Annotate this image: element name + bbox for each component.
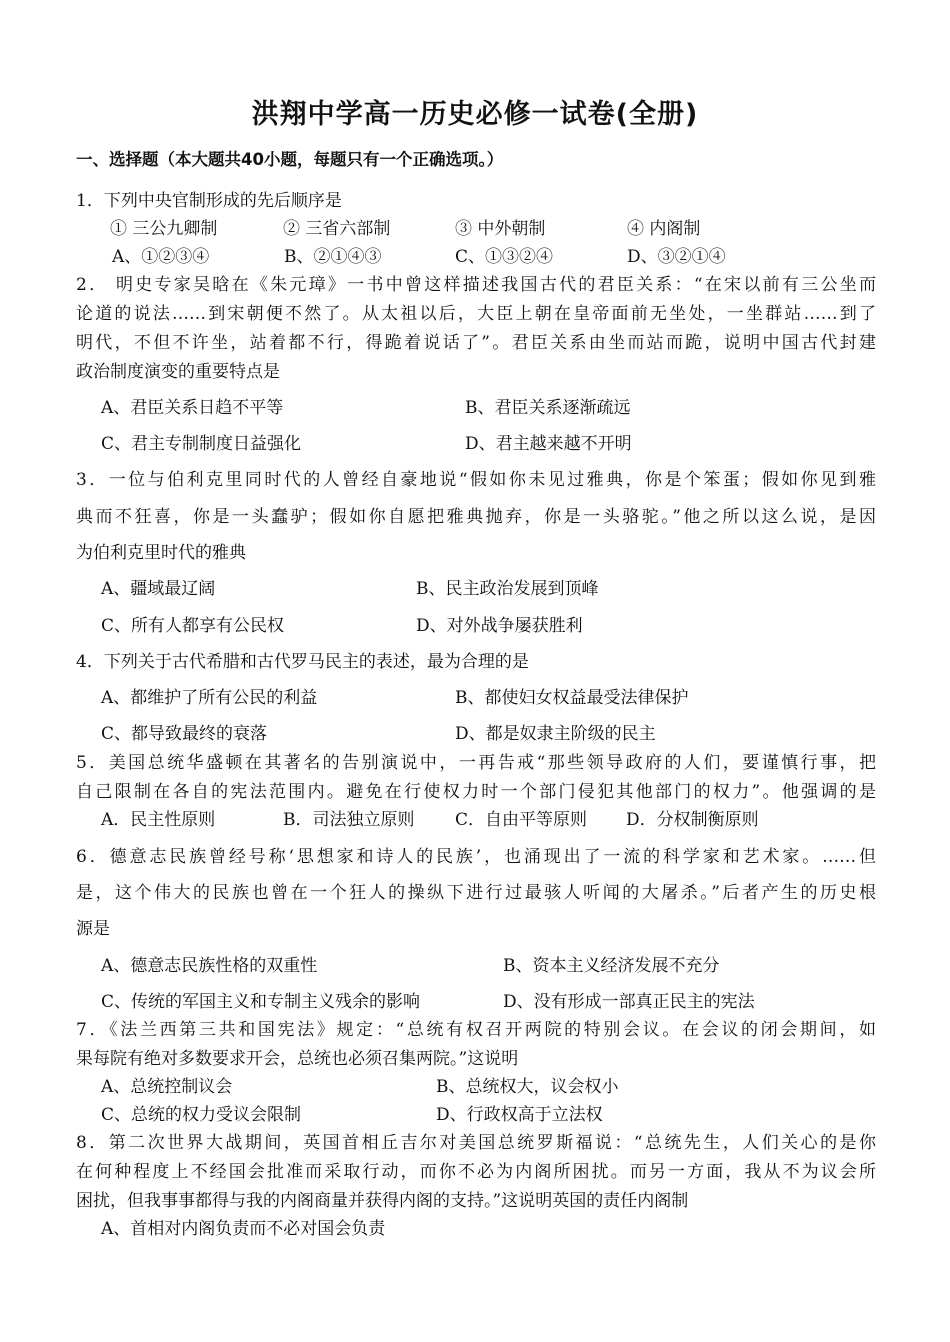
question-6-stem-line-2: 是，这个伟大的民族也曾在一个狂人的操纵下进行过最骇人听闻的大屠杀。”后者产生的历史根 xyxy=(76,883,876,903)
question-1-item-1: ① 三公九卿制 xyxy=(110,219,218,239)
question-4-option-d: D、都是奴隶主阶级的民主 xyxy=(455,724,656,744)
question-6-option-d: D、没有形成一部真正民主的宪法 xyxy=(503,992,755,1012)
question-3-option-b: B、民主政治发展到顶峰 xyxy=(416,579,599,599)
question-6-option-a: A、德意志民族性格的双重性 xyxy=(101,956,318,976)
question-4-option-a: A、都维护了所有公民的利益 xyxy=(101,688,318,708)
question-2-stem-line-3: 明代，不但不许坐，站着都不行，得跪着说话了”。君臣关系由坐而站而跪，说明中国古代封建 xyxy=(76,333,876,353)
question-3-stem-line-3: 为伯利克里时代的雅典 xyxy=(76,543,246,563)
question-5-stem-line-1: 5．美国总统华盛顿在其著名的告别演说中，一再告戒“那些领导政府的人们，要谨慎行事，把 xyxy=(76,753,876,773)
question-8-stem-line-1: 8．第二次世界大战期间，英国首相丘吉尔对美国总统罗斯福说：“总统先生，人们关心的是你 xyxy=(76,1133,876,1153)
question-1-option-c: C、①③②④ xyxy=(455,247,554,267)
question-5-option-c: C．自由平等原则 xyxy=(455,810,588,830)
question-5-stem-line-2: 自己限制在各自的宪法范围内。避免在行使权力时一个部门侵犯其他部门的权力”。他强调的是 xyxy=(76,782,876,802)
question-3-option-c: C、所有人都享有公民权 xyxy=(101,616,285,636)
question-2-option-a: A、君臣关系日趋不平等 xyxy=(101,398,284,418)
question-8-stem-line-3: 困扰，但我事事都得与我的内阁商量并获得内阁的支持。”这说明英国的责任内阁制 xyxy=(76,1191,689,1211)
question-1-option-a: A、①②③④ xyxy=(112,247,210,267)
question-6-stem-line-1: 6．德意志民族曾经号称‘思想家和诗人的民族’，也涌现出了一流的科学家和艺术家。……但 xyxy=(76,847,876,867)
question-1-option-d: D、③②①④ xyxy=(627,247,726,267)
section-heading: 一、选择题（本大题共40小题，每题只有一个正确选项。） xyxy=(76,150,504,169)
question-1-option-b: B、②①④③ xyxy=(284,247,382,267)
question-3-stem-line-1: 3．一位与伯利克里同时代的人曾经自豪地说“假如你未见过雅典，你是个笨蛋；假如你见到雅 xyxy=(76,470,876,490)
question-7-option-b: B、总统权大，议会权小 xyxy=(436,1077,619,1097)
question-5-option-a: A．民主性原则 xyxy=(101,810,216,830)
question-2-stem-line-2: 论道的说法……到宋朝便不然了。从太祖以后，大臣上朝在皇帝面前无坐处，一坐群站……到了 xyxy=(76,304,876,324)
question-1-item-2: ② 三省六部制 xyxy=(283,219,391,239)
question-4-option-c: C、都导致最终的衰落 xyxy=(101,724,268,744)
question-7-option-d: D、行政权高于立法权 xyxy=(436,1105,603,1125)
question-5-option-d: D．分权制衡原则 xyxy=(626,810,759,830)
question-2-option-b: B、君臣关系逐渐疏远 xyxy=(465,398,631,418)
question-8-stem-line-2: 在何种程度上不经国会批准而采取行动，而你不必为内阁所困扰。而另一方面，我从不为议会所 xyxy=(76,1162,876,1182)
question-6-option-c: C、传统的军国主义和专制主义残余的影响 xyxy=(101,992,421,1012)
question-1-stem: 1．下列中央官制形成的先后顺序是 xyxy=(76,191,342,211)
question-4-stem: 4．下列关于古代希腊和古代罗马民主的表述，最为合理的是 xyxy=(76,652,529,672)
question-8-option-a: A、首相对内阁负责而不必对国会负责 xyxy=(101,1219,386,1239)
question-7-stem-line-1: 7．《法兰西第三共和国宪法》规定：“总统有权召开两院的特别会议。在会议的闭会期间，如 xyxy=(76,1020,876,1040)
question-1-item-4: ④ 内阁制 xyxy=(627,219,701,239)
question-7-option-c: C、总统的权力受议会限制 xyxy=(101,1105,302,1125)
question-2-stem-line-4: 政治制度演变的重要特点是 xyxy=(76,362,280,382)
question-2-stem-line-1: 2． 明史专家吴晗在《朱元璋》一书中曾这样描述我国古代的君臣关系：“在宋以前有三公坐而 xyxy=(76,275,876,295)
question-6-stem-line-3: 源是 xyxy=(76,919,110,939)
question-6-option-b: B、资本主义经济发展不充分 xyxy=(503,956,720,976)
question-2-option-c: C、君主专制制度日益强化 xyxy=(101,434,302,454)
question-3-stem-line-2: 典而不狂喜，你是一头蠢驴；假如你自愿把雅典抛弃，你是一头骆驼。”他之所以这么说，是因 xyxy=(76,507,876,527)
question-3-option-a: A、疆域最辽阔 xyxy=(101,579,216,599)
question-5-option-b: B．司法独立原则 xyxy=(283,810,415,830)
question-4-option-b: B、都使妇女权益最受法律保护 xyxy=(455,688,689,708)
question-3-option-d: D、对外战争屡获胜利 xyxy=(416,616,583,636)
question-2-option-d: D、君主越来越不开明 xyxy=(465,434,632,454)
question-7-option-a: A、总统控制议会 xyxy=(101,1077,233,1097)
question-7-stem-line-2: 果每院有绝对多数要求开会，总统也必须召集两院。”这说明 xyxy=(76,1049,519,1069)
exam-title: 洪翔中学高一历史必修一试卷(全册) xyxy=(251,99,699,130)
question-1-item-3: ③ 中外朝制 xyxy=(455,219,546,239)
